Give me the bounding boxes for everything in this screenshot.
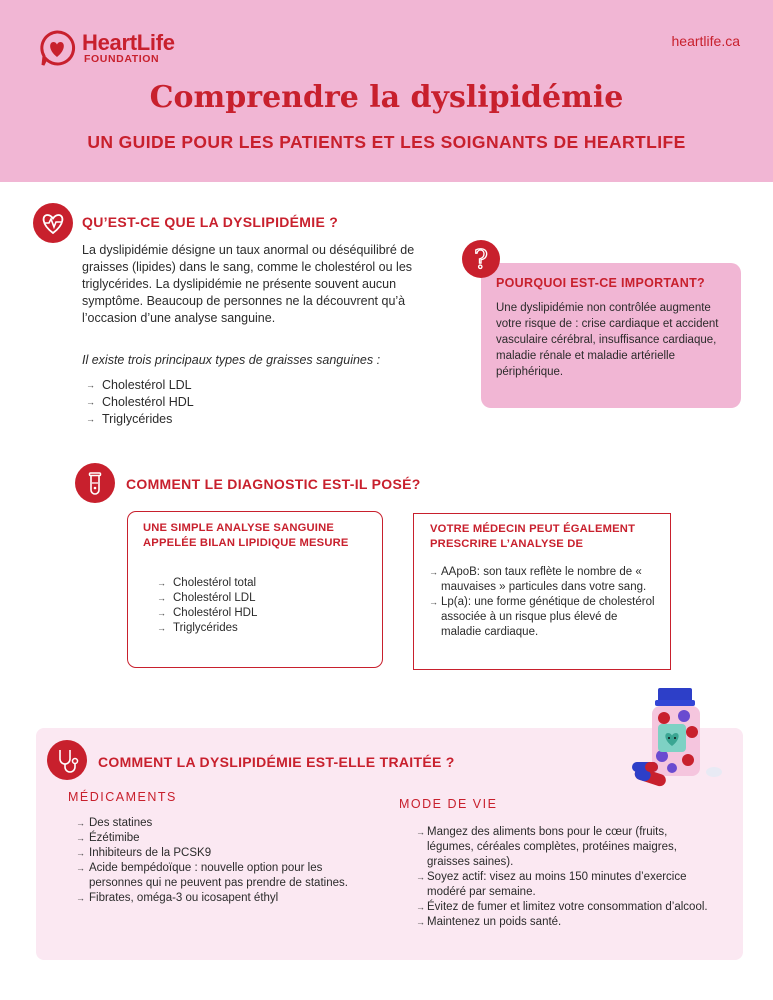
heartbeat-icon — [33, 203, 73, 243]
list-item: → Cholestérol LDL — [153, 591, 257, 606]
section-heading-what: QU’EST-CE QUE LA DYSLIPIDÉMIE ? — [82, 214, 339, 230]
list-item: → Inhibiteurs de la PCSK9 — [72, 846, 372, 861]
section-heading-treatment: COMMENT LA DYSLIPIDÉMIE EST-ELLE TRAITÉE ? — [98, 754, 455, 770]
page-subtitle: UN GUIDE POUR LES PATIENTS ET LES SOIGNANTS DE HEARTLIFE — [87, 132, 686, 152]
dyslipidemia-definition: La dyslipidémie désigne un taux anormal ou déséquilibré de graisses (lipides) dans le sang, comme le cholestérol ou les triglycérides. La dyslipidémie ne présente souvent aucun symptôme. Beaucoup de personnes ne la découvrent qu’à l’occasion d’une analyse sanguine. — [82, 243, 415, 325]
list-item: → AApoB: son taux reflète le nombre de « mauvaises » particules dans votre sang. — [425, 565, 660, 595]
logo[interactable] — [38, 29, 198, 69]
blood-fat-types-list — [82, 377, 194, 428]
section-heading-diagnosis: COMMENT LE DIAGNOSTIC EST-IL POSÉ? — [126, 476, 421, 492]
list-item: → Cholestérol total — [153, 576, 257, 591]
lifestyle-list — [412, 825, 712, 930]
medications-list — [72, 816, 372, 906]
list-item: → Lp(a): une forme génétique de cholestérol associée à un risque plus élevé de maladie cardiaque. — [425, 595, 660, 640]
list-item: → Cholestérol HDL — [82, 394, 194, 411]
heart-logo-icon — [38, 29, 76, 67]
additional-tests-title: VOTRE MÉDECIN PEUT ÉGALEMENT PRESCRIRE L’ANALYSE DE — [430, 523, 636, 550]
pill-bottle-icon — [628, 686, 730, 794]
list-item: → Triglycérides — [153, 621, 257, 636]
lipid-panel-list — [153, 576, 257, 636]
list-item: → Soyez actif: visez au moins 150 minutes d’exercice modéré par semaine. — [412, 870, 712, 900]
question-mark-icon — [462, 240, 500, 278]
importance-title: POURQUOI EST-CE IMPORTANT? — [496, 276, 705, 290]
page-title: Comprendre la dyslipidémie — [149, 80, 624, 115]
stethoscope-icon — [47, 740, 87, 780]
logo-name: HeartLife — [82, 30, 175, 55]
list-item: → Mangez des aliments bons pour le cœur (fruits, légumes, céréales complètes, protéines maigres, graisses saines). — [412, 825, 712, 870]
svg-text:?: ? — [474, 245, 488, 275]
list-item: → Ézétimibe — [72, 831, 372, 846]
list-item: → Cholestérol LDL — [82, 377, 194, 394]
list-item: → Des statines — [72, 816, 372, 831]
site-url-link[interactable]: heartlife.ca — [671, 33, 740, 49]
additional-tests-list — [425, 565, 660, 640]
list-item: → Acide bempédoïque : nouvelle option pour les personnes qui ne peuvent pas prendre de statines. — [72, 861, 372, 891]
lipid-panel-title: UNE SIMPLE ANALYSE SANGUINE APPELÉE BILAN LIPIDIQUE MESURE — [143, 522, 349, 549]
list-item: → Maintenez un poids santé. — [412, 915, 712, 930]
list-item: → Cholestérol HDL — [153, 606, 257, 621]
logo-subtitle: FOUNDATION — [84, 53, 160, 65]
importance-text: Une dyslipidémie non contrôlée augmente votre risque de : crise cardiaque et accident vasculaire cérébral, insuffisance cardiaque, maladie rénale et maladie artérielle périphérique. — [496, 302, 719, 378]
test-tube-icon — [75, 463, 115, 503]
lifestyle-title: MODE DE VIE — [399, 797, 498, 811]
medications-title: MÉDICAMENTS — [68, 790, 177, 804]
blood-fats-intro: Il existe trois principaux types de graisses sanguines : — [82, 353, 381, 367]
list-item: → Évitez de fumer et limitez votre consommation d’alcool. — [412, 900, 712, 915]
list-item: → Triglycérides — [82, 411, 194, 428]
list-item: → Fibrates, oméga-3 ou icosapent éthyl — [72, 891, 372, 906]
